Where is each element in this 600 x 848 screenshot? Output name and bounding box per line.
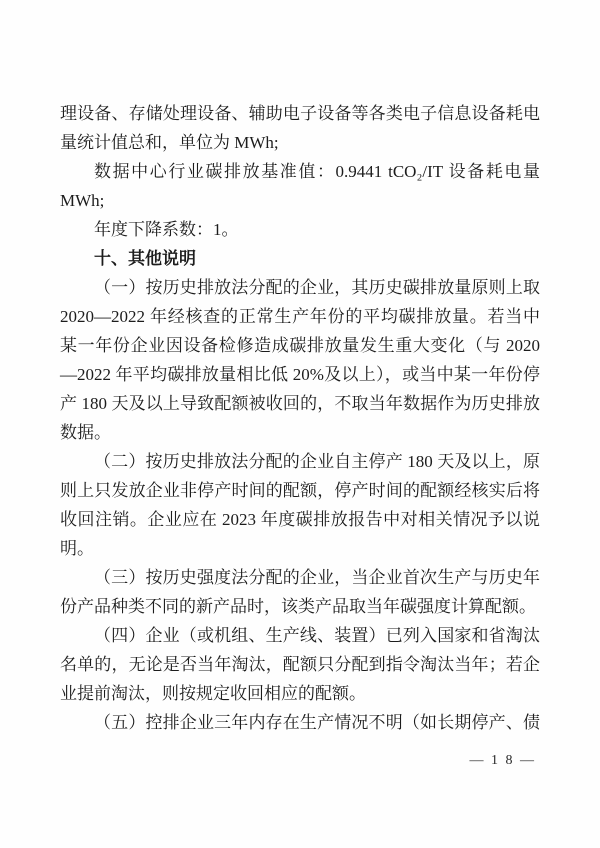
- paragraph-annual-decline-factor: 年度下降系数：1。: [94, 220, 239, 239]
- paragraph-item-3: （三）按历史强度法分配的企业，当企业首次生产与历史年份产品种类不同的新产品时，该类产品取当年碳强度计算配额。: [60, 568, 540, 616]
- section-heading: 十、其他说明: [94, 249, 196, 268]
- paragraph-benchmark-value: 数据中心行业碳排放基准值：0.9441 tCO₂/IT 设备耗电量 MWh;: [60, 162, 540, 210]
- document-body: [60, 99, 540, 737]
- page-number: — 1 8 —: [469, 753, 536, 768]
- paragraph-continuation: 理设备、存储处理设备、辅助电子设备等各类电子信息设备耗电量统计值总和，单位为 MWh;: [60, 104, 540, 152]
- paragraph-item-4: （四）企业（或机组、生产线、装置）已列入国家和省淘汰名单的，无论是否当年淘汰，配额只分配到指令淘汰当年；若企业提前淘汰，则按规定收回相应的配额。: [60, 626, 540, 703]
- paragraph-item-2: （二）按历史排放法分配的企业自主停产 180 天及以上，原则上只发放企业非停产时间的配额，停产时间的配额经核实后将收回注销。企业应在 2023 年度碳排放报告中对相关情况予以说明。: [60, 452, 540, 558]
- paragraph-item-5: （五）控排企业三年内存在生产情况不明（如长期停产、债: [94, 713, 540, 732]
- paragraph-item-1: （一）按历史排放法分配的企业，其历史碳排放量原则上取 2020—2022 年经核查的正常生产年份的平均碳排放量。若当中某一年份企业因设备检修造成碳排放量发生重大变化（与 2020—2022 年平均碳排放量相比低 20%及以上），或当中某一年份停产 180 天及以上导致配额被收回的，不取当年数据作为历史排放数据。: [60, 278, 540, 442]
